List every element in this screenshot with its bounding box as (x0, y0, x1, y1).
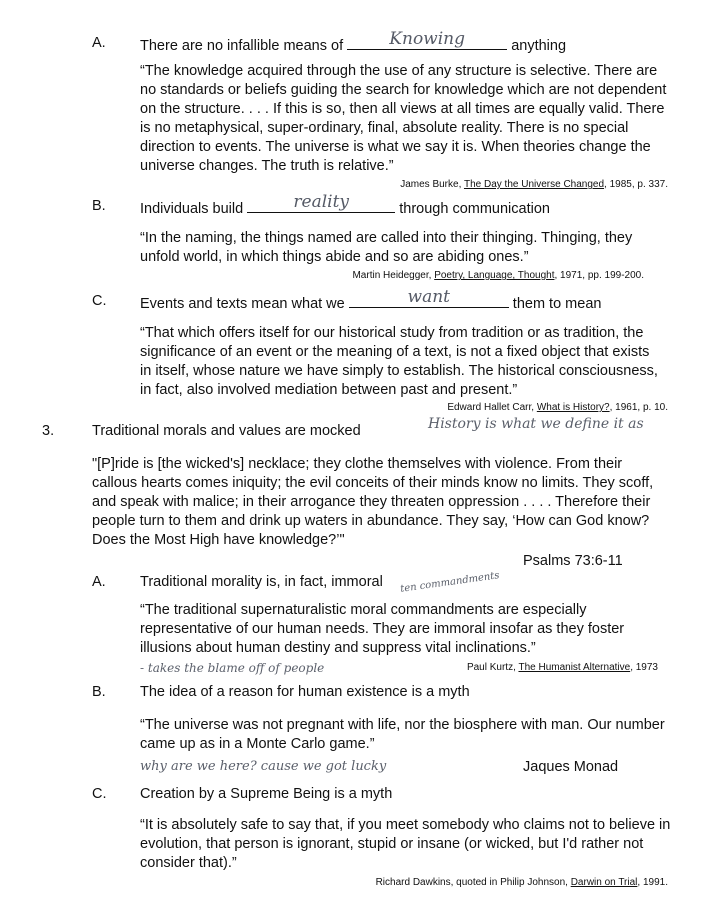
answer-blank (347, 29, 507, 50)
item-label: C. (92, 786, 107, 802)
quote: “The universe was not pregnant with life, nor the biosphere with man. Our number came up as in a Monte Carlo game.” (140, 717, 665, 752)
quote: “It is absolutely safe to say that, if you meet somebody who claims not to believe in evolution, that person is ignorant, stupid or insane (or wicked, but I'd rather not consider that).” (140, 817, 671, 871)
item-title: Traditional morality is, in fact, immoral (140, 574, 383, 590)
heading-text: them to mean (512, 296, 602, 312)
handwritten-note: why are we here? cause we got lucky (140, 759, 387, 774)
quote: "[P]ride is [the wicked's] necklace; they clothe themselves with violence. From their callous hearts comes iniquity; the evil conceits of their minds know no limits. They scoff, and speak with malice; in their arrogance they threaten oppression . . . . Therefore their people turn to them and drink up waters in abundance. They say, ‘How can God know? Does the Most High have knowledge?’" (92, 456, 654, 548)
citation: Edward Hallet Carr, What is History?, 1961, p. 10. (447, 402, 668, 413)
handwritten-note: ten commandments (399, 570, 501, 595)
item-title: Creation by a Supreme Being is a myth (140, 786, 393, 802)
item-title: The idea of a reason for human existence is a myth (140, 684, 470, 700)
quote: “In the naming, the things named are called into their thinging. Thinging, they unfold world, in which things abide and so are abiding ones.” (140, 230, 633, 265)
handwritten-answer: want (407, 287, 450, 307)
handwritten-note: History is what we define it as (428, 416, 644, 432)
section-number: 3. (42, 423, 55, 439)
heading-text: There are no infallible means of (140, 38, 344, 54)
quote: “The knowledge acquired through the use of any structure is selective. There are no standards or beliefs guiding the search for knowledge which are not dependent on the structure. . . . If this is so, then all views at all times are equally valid. There is no metaphysical, super-ordinary, final, absolute reality. There is no special direction to events. The universe is what we say it is. When theories change the universe changes. The truth is relative.” (140, 63, 667, 174)
citation: Richard Dawkins, quoted in Philip Johnson, Darwin on Trial, 1991. (375, 877, 668, 888)
heading-text: through communication (399, 201, 550, 217)
heading-text: Events and texts mean what we (140, 296, 345, 312)
citation: Paul Kurtz, The Humanist Alternative, 1973 (466, 662, 658, 673)
handwritten-answer: Knowing (389, 29, 465, 49)
fill-in-heading (140, 192, 550, 218)
section-title: Traditional morals and values are mocked (92, 423, 361, 439)
quote: “That which offers itself for our historical study from tradition or as tradition, the significance of an event or the meaning of a text, is not a fixed object that exists in itself, whose nature we have simply to establish. The historical consciousness, in fact, also involved mediation between past and present.” (140, 325, 658, 398)
fill-in-heading (140, 287, 602, 313)
citation: Jaques Monad (523, 759, 619, 775)
fill-in-heading (140, 29, 567, 55)
handwritten-answer: reality (293, 192, 350, 212)
handwritten-note: - takes the blame off of people (140, 661, 325, 675)
citation: Martin Heidegger, Poetry, Language, Thought, 1971, pp. 199-200. (352, 270, 644, 281)
item-label: A. (92, 35, 106, 51)
citation: Psalms 73:6-11 (523, 553, 623, 569)
heading-text: anything (511, 38, 567, 54)
citation: James Burke, The Day the Universe Changed, 1985, p. 337. (400, 179, 668, 190)
item-label: C. (92, 293, 107, 309)
answer-blank (247, 192, 395, 213)
answer-blank (349, 287, 509, 308)
quote: “The traditional supernaturalistic moral commandments are especially representative of our human needs. They are immoral insofar as they foster illusions about human destiny and suppress vital inclinations.” (140, 602, 625, 656)
item-label: B. (92, 684, 106, 700)
heading-text: Individuals build (140, 201, 244, 217)
item-label: B. (92, 198, 106, 214)
item-label: A. (92, 574, 106, 590)
